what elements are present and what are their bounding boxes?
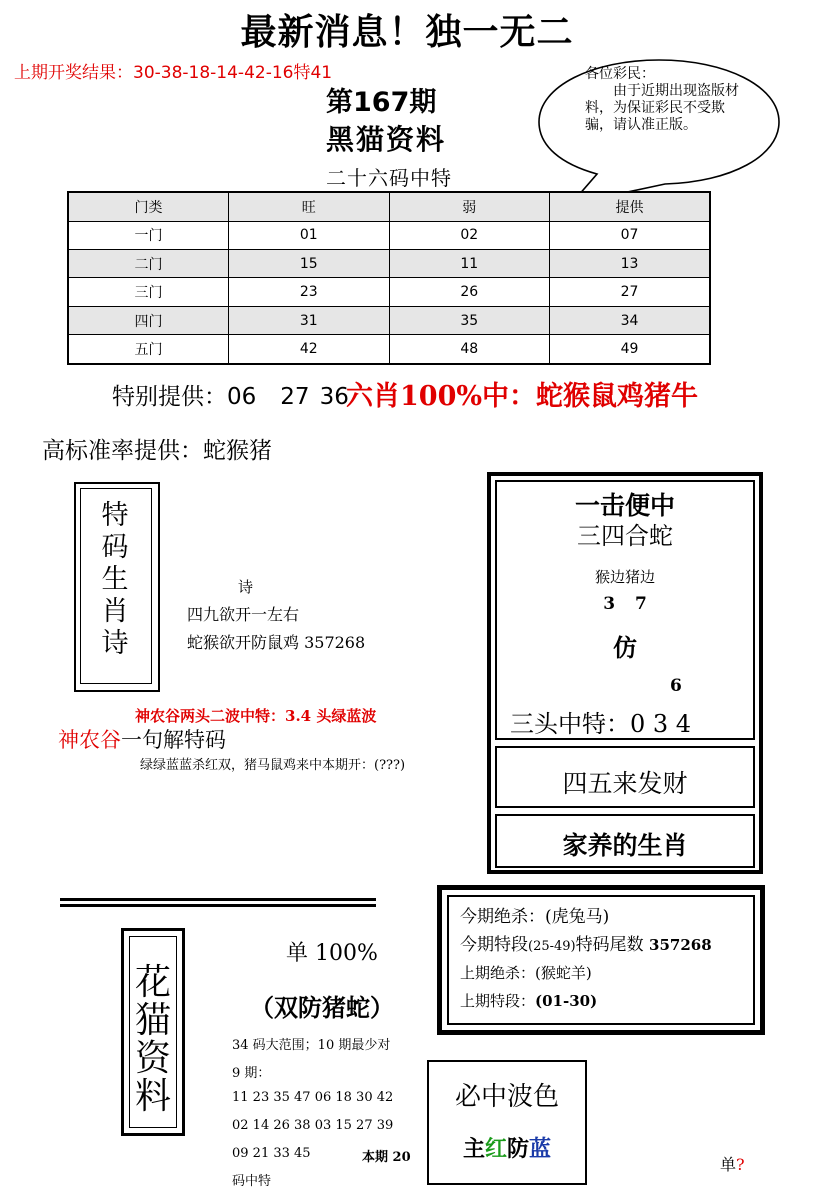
poem-label: 诗 bbox=[238, 578, 254, 596]
this-period-count: 本期 20 bbox=[362, 1150, 411, 1165]
kill-line-part: 特码尾数 bbox=[575, 935, 644, 955]
table-row bbox=[68, 249, 710, 277]
kill-line-part: 357268 bbox=[649, 936, 712, 954]
table-cell: 34 bbox=[550, 306, 711, 334]
separator-line bbox=[60, 904, 376, 907]
range-text: 34 码大范围；10 期最少对 bbox=[232, 1038, 391, 1053]
table-cell: 23 bbox=[229, 278, 390, 306]
table-cell: 01 bbox=[229, 221, 390, 249]
table-header: 门类 bbox=[68, 192, 229, 221]
kill-line bbox=[460, 930, 712, 955]
code-special-text: 码中特 bbox=[232, 1174, 272, 1189]
wave-title: 必中波色 bbox=[454, 1082, 559, 1112]
single-question bbox=[720, 1152, 745, 1175]
special-num: 27 bbox=[280, 384, 310, 410]
wave-guard: 防 bbox=[507, 1136, 530, 1162]
kill-line-part: (25-49) bbox=[528, 939, 576, 954]
table-cell: 15 bbox=[229, 249, 390, 277]
table-row bbox=[68, 306, 710, 334]
subtitle: 二十六码中特 bbox=[326, 166, 452, 190]
table-cell: 13 bbox=[550, 249, 711, 277]
table-header: 旺 bbox=[229, 192, 390, 221]
table-row bbox=[68, 335, 710, 364]
table-cell: 48 bbox=[389, 335, 550, 364]
poem-box-title bbox=[80, 500, 150, 660]
table-header-row bbox=[68, 192, 710, 221]
hit-zodiac: 三四合蛇 bbox=[577, 522, 673, 550]
range-text: 9 期： bbox=[232, 1066, 271, 1081]
hit-six: 6 bbox=[670, 676, 682, 696]
table-cell: 四门 bbox=[68, 306, 229, 334]
single-label: 单 bbox=[720, 1155, 737, 1174]
kill-line-part: 今期特段 bbox=[460, 935, 528, 955]
table-cell: 27 bbox=[550, 278, 711, 306]
poem-box-title-text: 特码生肖诗 bbox=[101, 500, 129, 659]
special-label: 特别提供： bbox=[112, 384, 227, 410]
single-100: 单 100% bbox=[286, 941, 378, 966]
number-row: 02 14 26 38 03 15 27 39 bbox=[232, 1118, 394, 1133]
bubble-body: 由于近期出现盗版材料，为保证彩民不受欺骗，请认准正版。 bbox=[585, 83, 739, 133]
bubble-greeting: 各位彩民： bbox=[585, 66, 655, 82]
page-title: 最新消息！独一无二 bbox=[240, 11, 574, 53]
table-header: 提供 bbox=[550, 192, 711, 221]
flower-box-title bbox=[129, 964, 177, 1116]
table-cell: 31 bbox=[229, 306, 390, 334]
last-result-text: 上期开奖结果：30-38-18-14-42-16特41 bbox=[14, 63, 333, 83]
wave-blue: 蓝 bbox=[529, 1136, 552, 1162]
table-cell: 二门 bbox=[68, 249, 229, 277]
table-cell: 49 bbox=[550, 335, 711, 364]
table-cell: 42 bbox=[229, 335, 390, 364]
domestic-text: 家养的生肖 bbox=[562, 831, 688, 860]
fortune-text: 四五来发财 bbox=[562, 769, 688, 798]
shennong-text: 绿绿蓝蓝杀红双，猪马鼠鸡来中本期开：(???) bbox=[140, 758, 406, 773]
table-row bbox=[68, 278, 710, 306]
hit-fang: 仿 bbox=[613, 633, 637, 662]
shennong-wave-line: 神农谷两头二波中特：3.4 头绿蓝波 bbox=[135, 707, 377, 725]
table-cell: 五门 bbox=[68, 335, 229, 364]
door-table bbox=[67, 191, 711, 365]
special-num: 36 bbox=[319, 384, 349, 410]
special-num: 06 bbox=[227, 384, 257, 410]
table-cell: 三门 bbox=[68, 278, 229, 306]
number-row: 11 23 35 47 06 18 30 42 bbox=[232, 1090, 394, 1105]
shennong-title-red: 神农谷 bbox=[58, 728, 121, 752]
flower-box-title-text: 花猫资料 bbox=[135, 962, 172, 1117]
table-cell: 35 bbox=[389, 306, 550, 334]
wave-red: 红 bbox=[484, 1136, 507, 1162]
table-header: 弱 bbox=[389, 192, 550, 221]
kill-line-part: 上期特段： bbox=[460, 992, 536, 1010]
kill-line-part: (01-30) bbox=[535, 992, 598, 1010]
period-number: 第167期 bbox=[326, 87, 437, 118]
three-head-text: 三头中特：0 3 4 bbox=[510, 710, 692, 738]
table-cell: 一门 bbox=[68, 221, 229, 249]
hit-title: 一击便中 bbox=[574, 491, 675, 520]
separator-line bbox=[60, 898, 376, 901]
poem-line: 四九欲开一左右 bbox=[187, 605, 300, 624]
wave-main: 主 bbox=[462, 1136, 485, 1162]
table-cell: 07 bbox=[550, 221, 711, 249]
shennong-title bbox=[58, 724, 226, 754]
kill-line bbox=[460, 990, 597, 1011]
table-cell: 11 bbox=[389, 249, 550, 277]
number-row: 09 21 33 45 bbox=[232, 1146, 311, 1161]
wave-sub bbox=[427, 1132, 587, 1163]
poem-line: 蛇猴欲开防鼠鸡 357268 bbox=[187, 633, 366, 652]
table-row bbox=[68, 221, 710, 249]
question-mark: ? bbox=[736, 1155, 745, 1174]
high-accuracy-text: 高标准率提供：蛇猴猪 bbox=[42, 438, 272, 464]
hit-sub: 猴边猪边 bbox=[594, 568, 655, 586]
table-cell: 26 bbox=[389, 278, 550, 306]
shennong-title-rest: 一句解特码 bbox=[121, 728, 226, 752]
kill-line: 今期绝杀：(虎兔马) bbox=[460, 907, 610, 927]
bubble-text bbox=[585, 66, 750, 134]
six-zodiac-banner: 六肖100%中：蛇猴鼠鸡猪牛 bbox=[346, 381, 699, 412]
double-guard: （双防猪蛇） bbox=[250, 993, 394, 1022]
special-provide bbox=[112, 378, 359, 411]
hit-nums: 3 7 bbox=[603, 594, 647, 614]
table-cell: 02 bbox=[389, 221, 550, 249]
black-cat-title: 黑猫资料 bbox=[326, 123, 447, 156]
kill-line: 上期绝杀：(猴蛇羊) bbox=[460, 964, 592, 982]
